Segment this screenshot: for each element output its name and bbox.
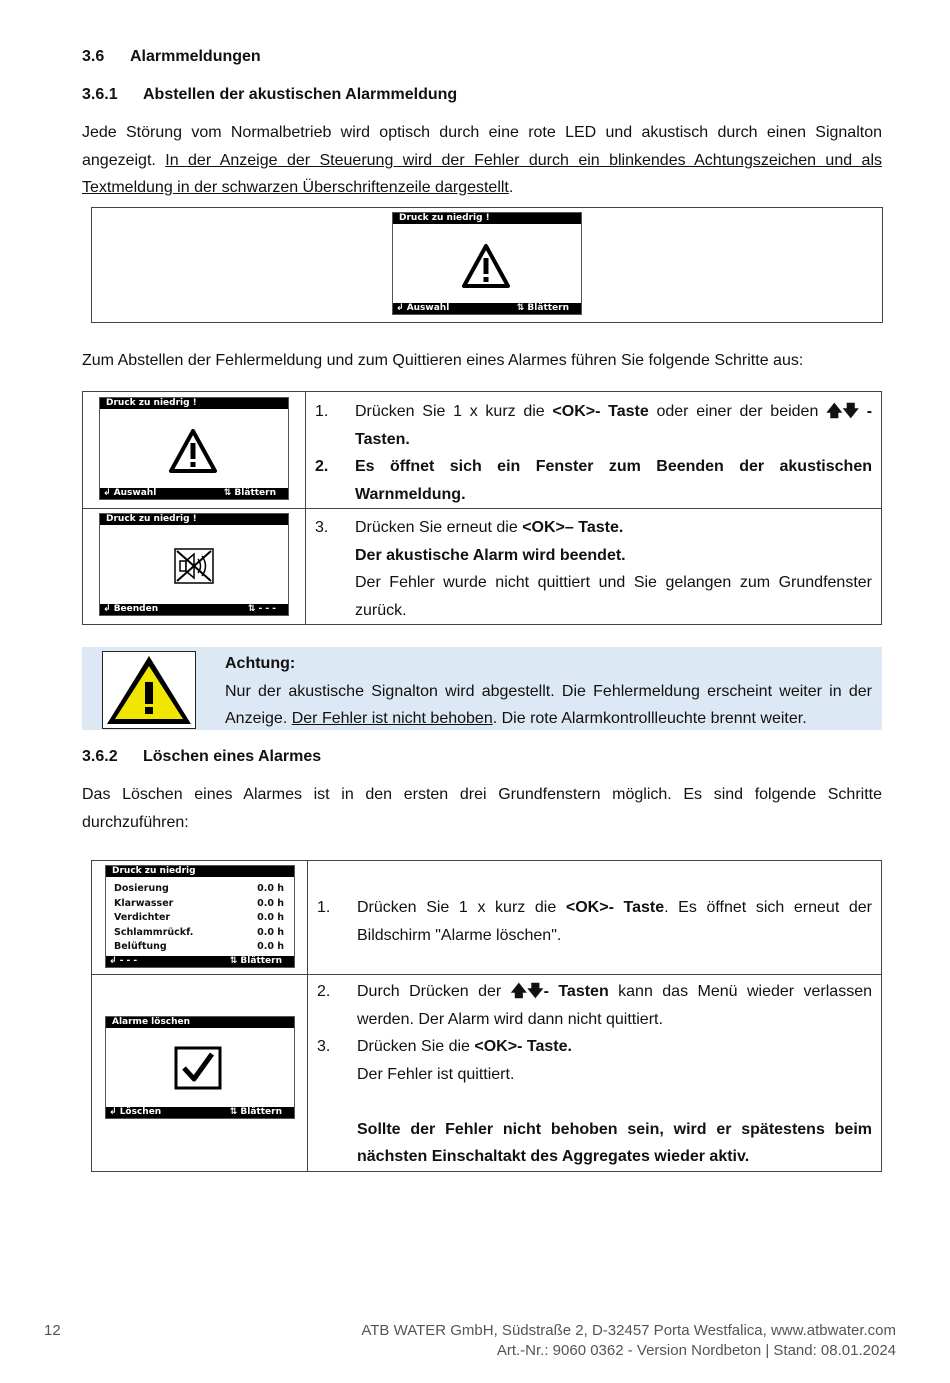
lcd-hours-label: Belüftung: [114, 941, 167, 952]
warning-note-title: Achtung:: [225, 655, 296, 672]
lcd-title-bar: Druck zu niedrig !: [393, 213, 581, 224]
lcd-alarm-screen-2: [99, 397, 289, 500]
step-1: 1. Drücken Sie 1 x kurz die <OK>- Taste oder einer der beiden 🡅🡇 - Tasten.: [315, 403, 873, 448]
lcd-hours-row: [114, 911, 284, 926]
lcd-hours-label: Dosierung: [114, 883, 169, 894]
lcd-clear-alarms-screen: [105, 1016, 295, 1119]
up-down-arrows-icon: 🡅🡇: [826, 403, 859, 420]
lcd-hours-label: Schlammrückf.: [114, 926, 194, 938]
steps-list: [315, 398, 872, 508]
table-row: [83, 392, 882, 509]
lcd-hours-value: 0.0 h: [257, 912, 284, 923]
lcd-hours-row: [114, 882, 284, 897]
steps-cell: [308, 861, 882, 975]
steps-cell: [308, 975, 882, 1172]
lcd-footer: ↲ Beenden ⇅ - - -: [100, 604, 288, 615]
step-1: 1. Drücken Sie 1 x kurz die <OK>- Taste. Es öffnet sich erneut der Bildschirm "Alarme löschen".: [317, 899, 873, 944]
intro-underlined-text: In der Anzeige der Steuerung wird der Fehler durch ein blinkendes Achtungszeichen und als Textmeldung in der schwarzen Überschriftenzeile dargestellt: [82, 151, 883, 196]
steps-list: [317, 978, 872, 1171]
footer-article: Art.-Nr.: 9060 0362 - Version Nordbeton | Stand: 08.01.2024: [496, 1342, 896, 1359]
screen-cell: [92, 975, 308, 1172]
step-2: 2. Es öffnet sich ein Fenster zum Beenden der akustischen Warnmeldung.: [315, 458, 872, 503]
lcd-title-bar: Druck zu niedrig !: [100, 514, 288, 525]
intro-paragraph: [82, 119, 882, 202]
sub2-intro: Das Löschen eines Alarmes ist in den ersten drei Grundfenstern möglich. Es sind folgende Schritte durchzuführen:: [82, 786, 882, 831]
warning-triangle-icon: [461, 243, 511, 289]
steps-intro: Zum Abstellen der Fehlermeldung und zum Quittieren eines Alarmes führen Sie folgende Schritte aus:: [82, 352, 804, 369]
subsection-title-1: Abstellen der akustischen Alarmmeldung: [143, 86, 458, 103]
screen-cell: [83, 392, 306, 509]
lcd-footer: ↲ Auswahl ⇅ Blättern: [100, 488, 288, 499]
steps-list: [317, 894, 872, 949]
step-3: 3. Drücken Sie die <OK>- Taste. Der Fehler ist quittiert. Sollte der Fehler nicht behoben sein, wird er spätestens beim nächsten Einschaltakt des Aggregates wieder aktiv.: [317, 1038, 872, 1165]
lcd-hours-value: 0.0 h: [257, 883, 284, 894]
lcd-hours-value: 0.0 h: [257, 941, 284, 952]
lcd-mute-screen: [99, 513, 289, 616]
screen-cell: [92, 861, 308, 975]
checkmark-icon: [174, 1046, 222, 1090]
screen-cell: [83, 509, 306, 625]
lcd-footer: ↲ - - - ⇅ Blättern: [106, 956, 294, 967]
lcd-footer: ↲ Löschen ⇅ Blättern: [106, 1107, 294, 1118]
footer-company: ATB WATER GmbH, Südstraße 2, D-32457 Porta Westfalica, www.atbwater.com: [361, 1322, 896, 1339]
subsection-heading-1: [82, 86, 457, 104]
lcd-footer-right: Blättern: [234, 488, 276, 498]
lcd-hours-row: [114, 897, 284, 912]
intro-text: Jede Störung vom Normalbetrieb wird optisch durch eine rote LED und akustisch durch einen Signalton angezeigt.: [82, 124, 882, 169]
warning-triangle-icon: [168, 428, 218, 474]
warning-note-text: Achtung: Nur der akustische Signalton wird abgestellt. Die Fehlermeldung erscheint weiter in der Anzeige. Der Fehler ist nicht behoben. Die rote Alarmkontrollleuchte brennt weiter.: [225, 655, 872, 727]
alarm-screen-frame: [91, 207, 883, 323]
table-row: [83, 509, 882, 625]
lcd-hours-row: [114, 940, 284, 955]
steps-list: [315, 514, 872, 624]
speaker-muted-icon: [174, 548, 214, 584]
lcd-footer-right: Blättern: [240, 1107, 282, 1117]
step-2: 2. Durch Drücken der 🡅🡇- Tasten kann das Menü wieder verlassen werden. Der Alarm wird dann nicht quittiert.: [317, 983, 872, 1028]
steps-table-2: [91, 860, 882, 1172]
section-heading: [82, 48, 261, 66]
step-3: 3. Drücken Sie erneut die <OK>– Taste. Der akustische Alarm wird beendet. Der Fehler wurde nicht quittiert und Sie gelangen zum Grundfenster zurück.: [315, 519, 872, 619]
subsection-heading-2: [82, 748, 321, 766]
lcd-footer-right: - - -: [258, 604, 276, 614]
subsection-title-2: Löschen eines Alarmes: [143, 748, 322, 765]
lcd-hours-label: Klarwasser: [114, 897, 174, 909]
lcd-hours-value: 0.0 h: [257, 897, 284, 909]
lcd-title-bar: Druck zu niedrig: [106, 866, 294, 877]
lcd-footer-left: ↲ Auswahl: [396, 303, 450, 313]
table-row: [92, 861, 882, 975]
section-number: 3.6: [82, 48, 105, 65]
warning-sign-icon: [102, 651, 196, 729]
subsection-number-2: 3.6.2: [82, 748, 118, 765]
lcd-footer: [393, 303, 581, 314]
up-down-arrows-icon: 🡅🡇: [510, 983, 544, 1000]
lcd-hours-value: 0.0 h: [257, 926, 284, 938]
lcd-title-bar: Druck zu niedrig !: [100, 398, 288, 409]
intro-end: .: [508, 179, 514, 196]
page-number: 12: [44, 1322, 61, 1339]
warning-note: [82, 647, 882, 730]
subsection-number-1: 3.6.1: [82, 86, 118, 103]
lcd-footer-left: - - -: [119, 956, 138, 966]
lcd-footer-left: Beenden: [113, 604, 159, 614]
lcd-footer-left: Auswahl: [113, 488, 157, 498]
lcd-title-bar: Alarme löschen: [106, 1017, 294, 1028]
lcd-hours-list: [114, 882, 284, 955]
steps-cell: [306, 509, 882, 625]
lcd-alarm-screen: [392, 212, 582, 315]
lcd-footer-right: ⇅ Blättern: [516, 303, 569, 313]
warning-underlined: Der Fehler ist nicht behoben: [291, 710, 493, 727]
reactivation-warning: Sollte der Fehler nicht behoben sein, wird er spätestens beim nächsten Einschaltakt des Aggregates wieder aktiv.: [357, 1120, 872, 1165]
steps-table-1: [82, 391, 882, 625]
steps-cell: [306, 392, 882, 509]
lcd-hours-label: Verdichter: [114, 912, 171, 923]
lcd-footer-right: Blättern: [240, 956, 282, 966]
table-row: [92, 975, 882, 1172]
section-title: Alarmmeldungen: [130, 48, 261, 65]
lcd-hours-row: [114, 926, 284, 941]
lcd-footer-left: Löschen: [119, 1107, 162, 1117]
lcd-hours-screen: [105, 865, 295, 968]
